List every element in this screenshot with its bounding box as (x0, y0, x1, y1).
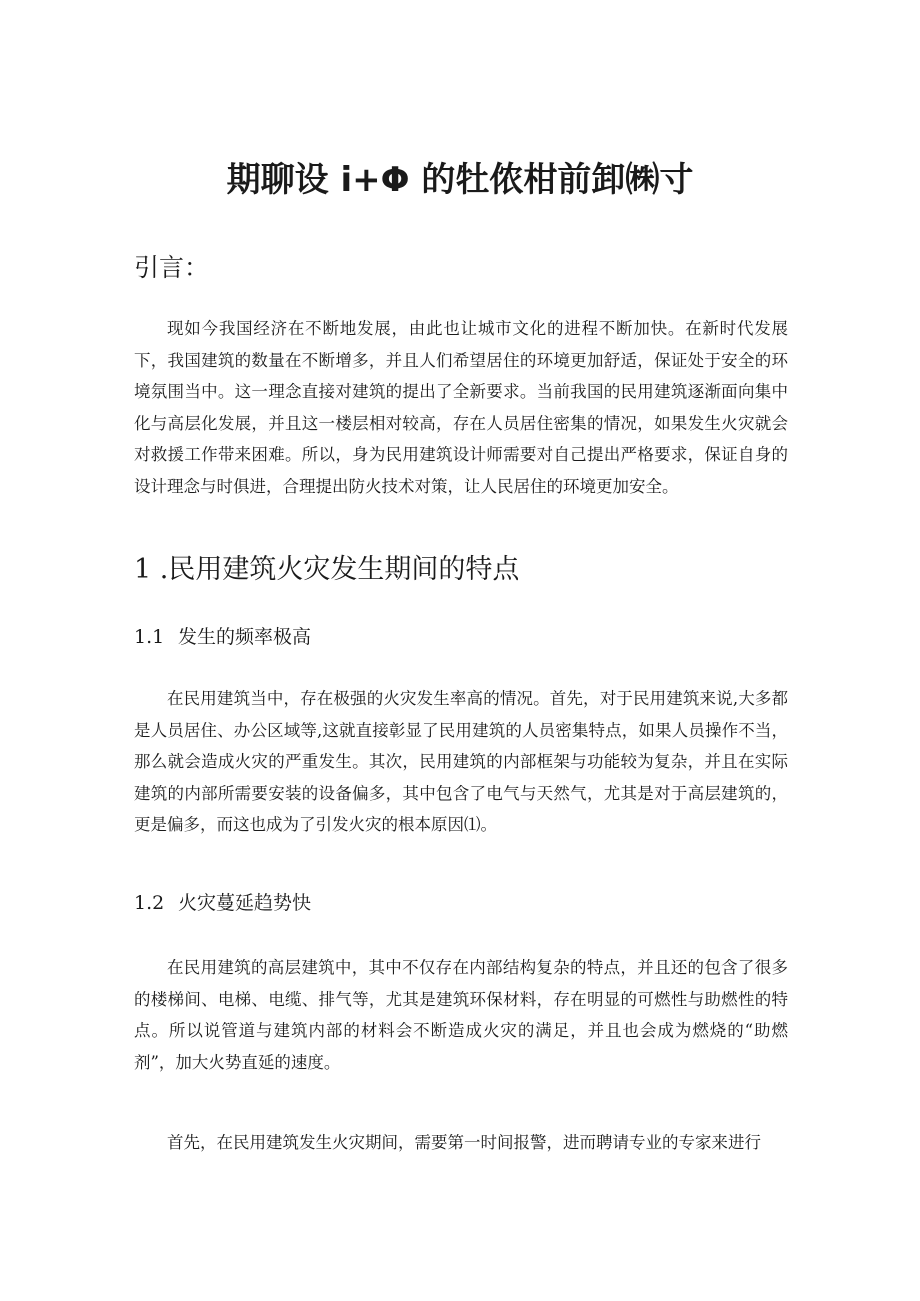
section-1-heading: 1 .民用建筑火灾发生期间的特点 (134, 554, 520, 585)
intro-heading: 引言： (134, 253, 210, 282)
subsection-1-2-number: 1.2 (134, 892, 165, 914)
intro-paragraph: 现如今我国经济在不断地发展，由此也让城市文化的进程不断加快。在新时代发展下，我国建筑的数量在不断增多，并且人们希望居住的环境更加舒适，保证处于安全的环境氛围当中。这一理念直接对建筑的提出了全新要求。当前我国的民用建筑逐渐面向集中化与高层化发展，并且这一楼层相对较高，存在人员居住密集的情况，如果发生火灾就会对救援工作带来困难。所以，身为民用建筑设计师需要对自己提出严格要求，保证自身的设计理念与时俱进，合理提出防火技术对策，让人民居住的环境更加安全。 (134, 319, 788, 496)
subsection-1-2-paragraph-1: 在民用建筑的高层建筑中，其中不仅存在内部结构复杂的特点，并且还的包含了很多的楼梯间、电梯、电缆、排气等，尤其是建筑环保材料，存在明显的可燃性与助燃性的特点。所以说管道与建筑内部的材料会不断造成火灾的满足，并且也会成为燃烧的“助燃剂”，加大火势直延的速度。 (134, 958, 788, 1072)
subsection-1-2-heading (134, 888, 311, 918)
subsection-1-1-heading (134, 622, 311, 652)
subsection-1-2-paragraph-2: 首先，在民用建筑发生火灾期间，需要第一时间报警，进而聘请专业的专家来进行 (167, 1133, 761, 1152)
subsection-1-1-paragraph: 在民用建筑当中，存在极强的火灾发生率高的情况。首先，对于民用建筑来说,大多都是人员居住、办公区域等,这就直接彰显了民用建筑的人员密集特点，如果人员操作不当，那么就会造成火灾的严重发生。其次，民用建筑的内部框架与功能较为复杂，并且在实际建筑的内部所需要安装的设备偏多，其中包含了电气与天然气，尤其是对于高层建筑的，更是偏多，而这也成为了引发火灾的根本原因⑴。 (134, 689, 788, 834)
subsection-1-1-title: 发生的频率极高 (178, 626, 312, 648)
document-title: 期聊设 i+Φ 的牡侬柑前卸㈱寸 (226, 160, 694, 200)
subsection-1-2-title: 火灾蔓延趋势快 (178, 892, 312, 914)
subsection-1-1-number: 1.1 (134, 626, 165, 648)
